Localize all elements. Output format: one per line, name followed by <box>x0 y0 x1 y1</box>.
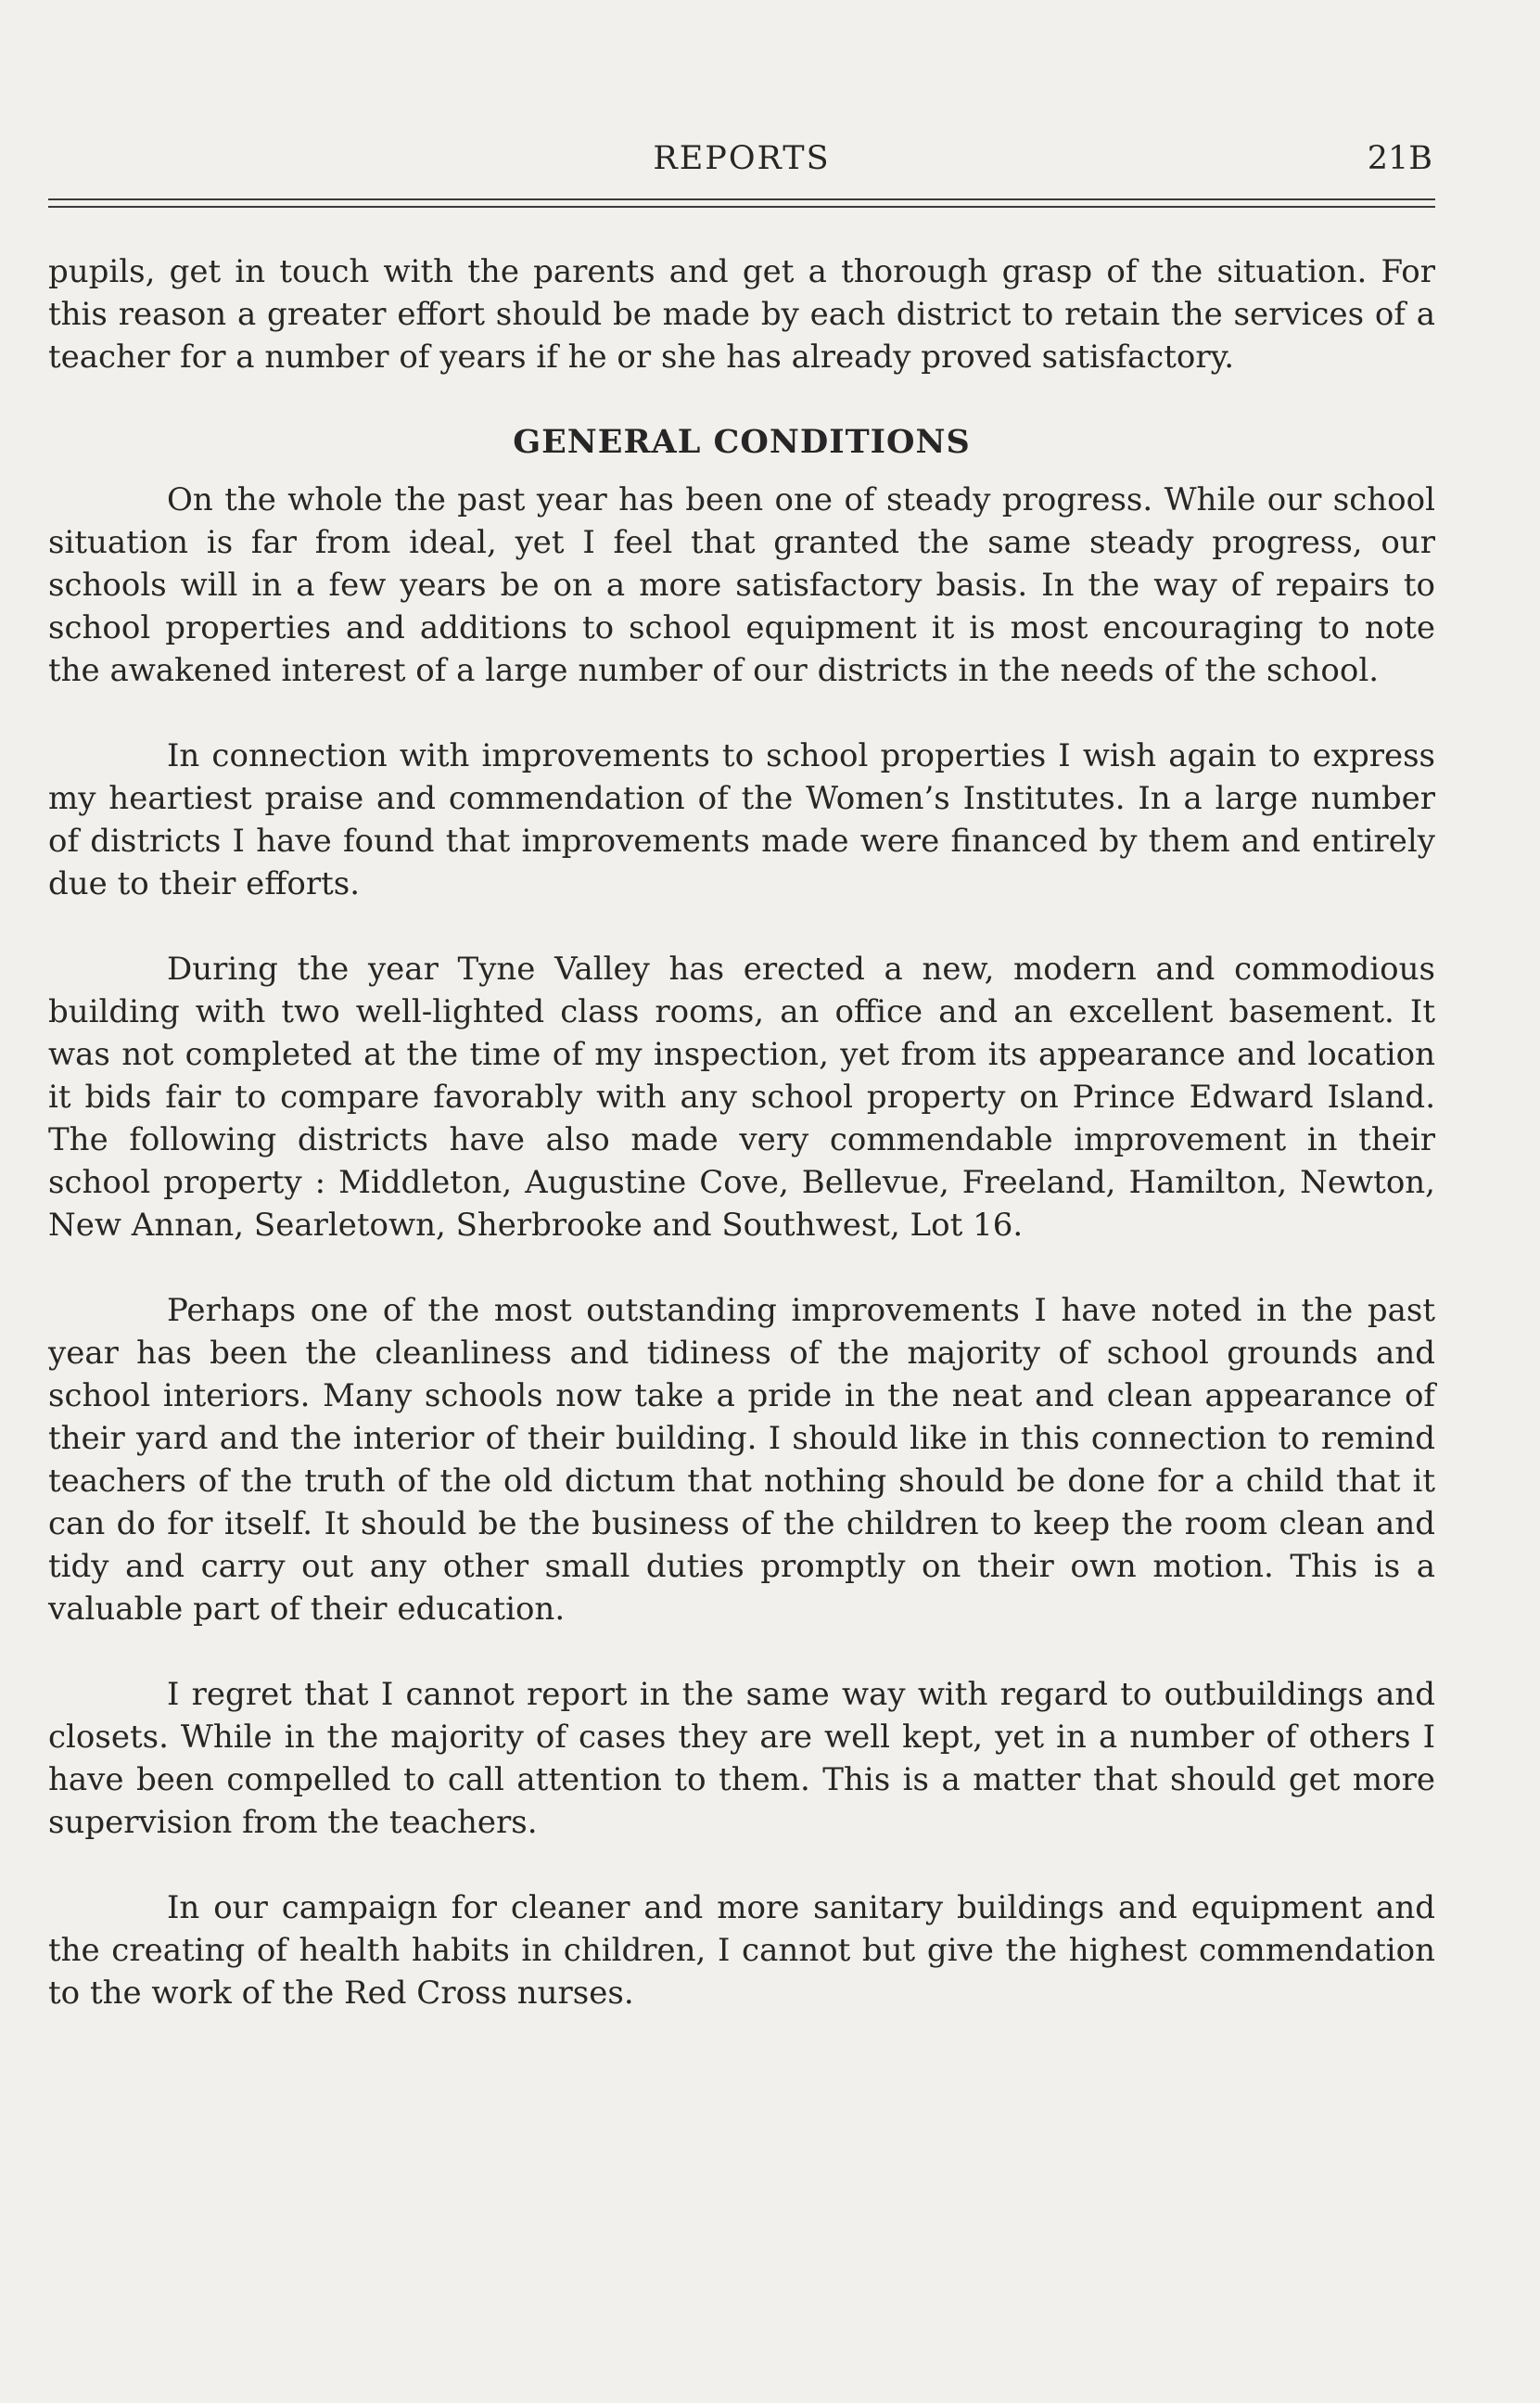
paragraph-womens-institutes: In connection with improvements to school properties I wish again to express my heartiest praise and commendation of the Women’s Institutes. In a large number of districts I have found that improvements made were financed by them and entirely due to their efforts. <box>48 737 1435 902</box>
section-heading: GENERAL CONDITIONS <box>513 423 971 461</box>
paragraph-red-cross: In our campaign for cleaner and more sanitary buildings and equipment and the creating of health habits in children, I cannot but give the highest commendation to the work of the Red Cross nurses. <box>48 1889 1435 2012</box>
paragraph-tyne-valley: During the year Tyne Valley has erected a new, modern and commodious building with two well-lighted class rooms, an office and an excellent basement. It was not completed at the time of my inspection, yet from its appearance and location it bids fair to compare favorably with any school property on Prince Edward Island. The following districts have also made very commendable improvement in their school property : Middleton, Augustine Cove, Bellevue, Freeland, Hamilton, Newton, New Annan, Searletown, Sherbrooke and Southwest, Lot 16. <box>48 951 1435 1244</box>
body-text <box>48 250 1435 2057</box>
paragraph-outbuildings: I regret that I cannot report in the same way with regard to outbuildings and closets. While in the majority of cases they are well kept, yet in a number of others I have been compelled to call attention to them. This is a matter that should get more supervision from the teachers. <box>48 1676 1435 1841</box>
page-number: 21B <box>1367 140 1432 177</box>
header-title: REPORTS <box>653 140 831 177</box>
paragraph-general-progress: On the whole the past year has been one of steady progress. While our school situation is far from ideal, yet I feel that granted the same steady progress, our schools will in a few years be on a more satisfactory basis. In the way of repairs to school properties and additions to school equipment it is most encouraging to note the awakened interest of a large number of our districts in the needs of the school. <box>48 481 1435 689</box>
paragraph-continued: pupils, get in touch with the parents and get a thorough grasp of the situation. For this reason a greater effort should be made by each district to retain the services of a teacher for a number of years if he or she has already proved satisfactory. <box>48 253 1435 376</box>
paragraph-cleanliness: Perhaps one of the most outstanding improvements I have noted in the past year has been the cleanliness and tidiness of the majority of school grounds and school interiors. Many schools now take a pride in the neat and clean appearance of their yard and the interior of their building. I should like in this connection to remind teachers of the truth of the old dictum that nothing should be done for a child that it can do for itself. It should be the business of the children to keep the room clean and tidy and carry out any other small duties promptly on their own motion. This is a valuable part of their education. <box>48 1292 1435 1628</box>
header-rule-bottom <box>48 206 1435 208</box>
running-head <box>51 137 1432 180</box>
header-rule-top <box>48 198 1435 200</box>
